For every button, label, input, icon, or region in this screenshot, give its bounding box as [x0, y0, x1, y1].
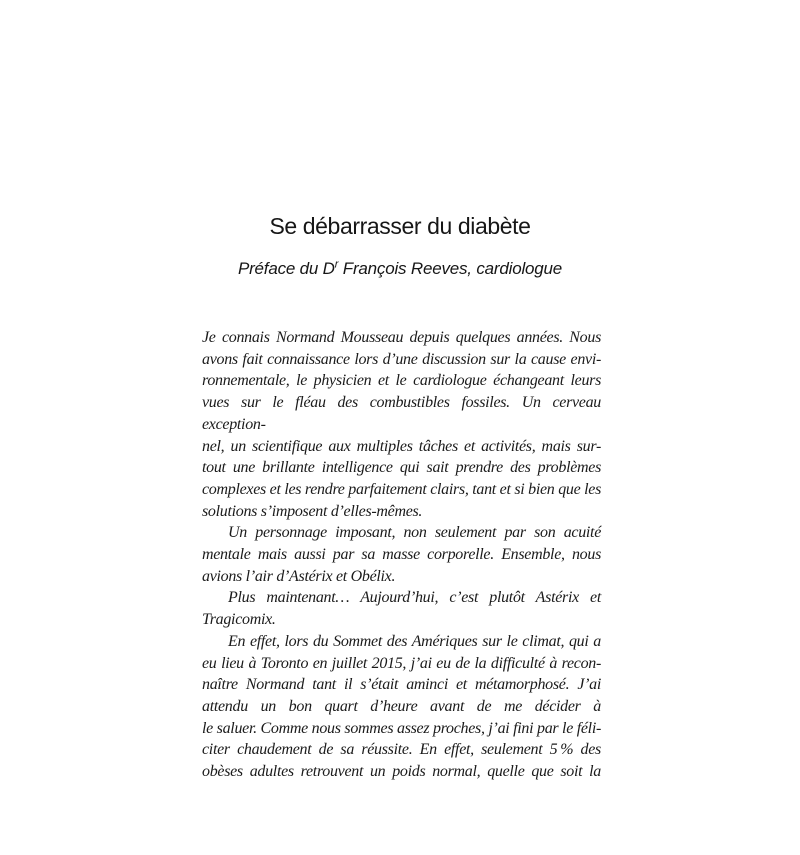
subtitle-suffix: François Reeves, cardiologue: [338, 259, 563, 278]
text-line: avons fait connaissance lors d’une discussion sur la cause envi-: [202, 350, 601, 368]
body-text: [202, 327, 601, 783]
text-line: avions l’air d’Astérix et Obélix.: [202, 567, 396, 585]
text-line: complexes et les rendre parfaitement clairs, tant et si bien que les: [202, 480, 601, 498]
text-line: Je connais Normand Mousseau depuis quelques années. Nous: [202, 329, 601, 346]
text-line: naître Normand tant il s’était aminci et métamorphosé. J’ai: [202, 676, 601, 694]
text-line: citer chaudement de sa réussite. En effet, seulement 5 % des: [202, 741, 601, 759]
subtitle-prefix: Préface du D: [237, 259, 335, 278]
text-line: solutions s’imposent d’elles-mêmes.: [202, 502, 423, 520]
page-title: Se débarrasser du diabète: [269, 213, 531, 239]
text-line: Tragicomix.: [202, 611, 276, 629]
text-line: ronnementale, le physicien et le cardiologue échangeant leurs: [202, 372, 601, 390]
text-line: En effet, lors du Sommet des Amériques sur le climat, qui a: [228, 632, 601, 650]
text-line: obèses adultes retrouvent un poids normal, quelle que soit la: [202, 763, 601, 781]
text-line: nel, un scientifique aux multiples tâches et activités, mais sur-: [202, 437, 601, 455]
preface-subtitle: [0, 259, 800, 279]
text-line: Un personnage imposant, non seulement par son acuité: [228, 524, 601, 542]
text-line: eu lieu à Toronto en juillet 2015, j’ai eu de la difficulté à recon-: [202, 654, 601, 672]
text-line: mentale mais aussi par sa masse corporelle. Ensemble, nous: [202, 546, 601, 564]
text-line: tout une brillante intelligence qui sait prendre des problèmes: [202, 459, 601, 477]
subtitle-superscript: r: [334, 258, 339, 271]
text-line: le saluer. Comme nous sommes assez proches, j’ai fini par le féli-: [202, 719, 601, 737]
text-line: attendu un bon quart d’heure avant de me décider à: [202, 697, 601, 715]
text-line: vues sur le fléau des combustibles fossiles. Un cerveau exception-: [202, 394, 601, 433]
text-line: Plus maintenant… Aujourd’hui, c’est plutôt Astérix et: [228, 589, 601, 607]
